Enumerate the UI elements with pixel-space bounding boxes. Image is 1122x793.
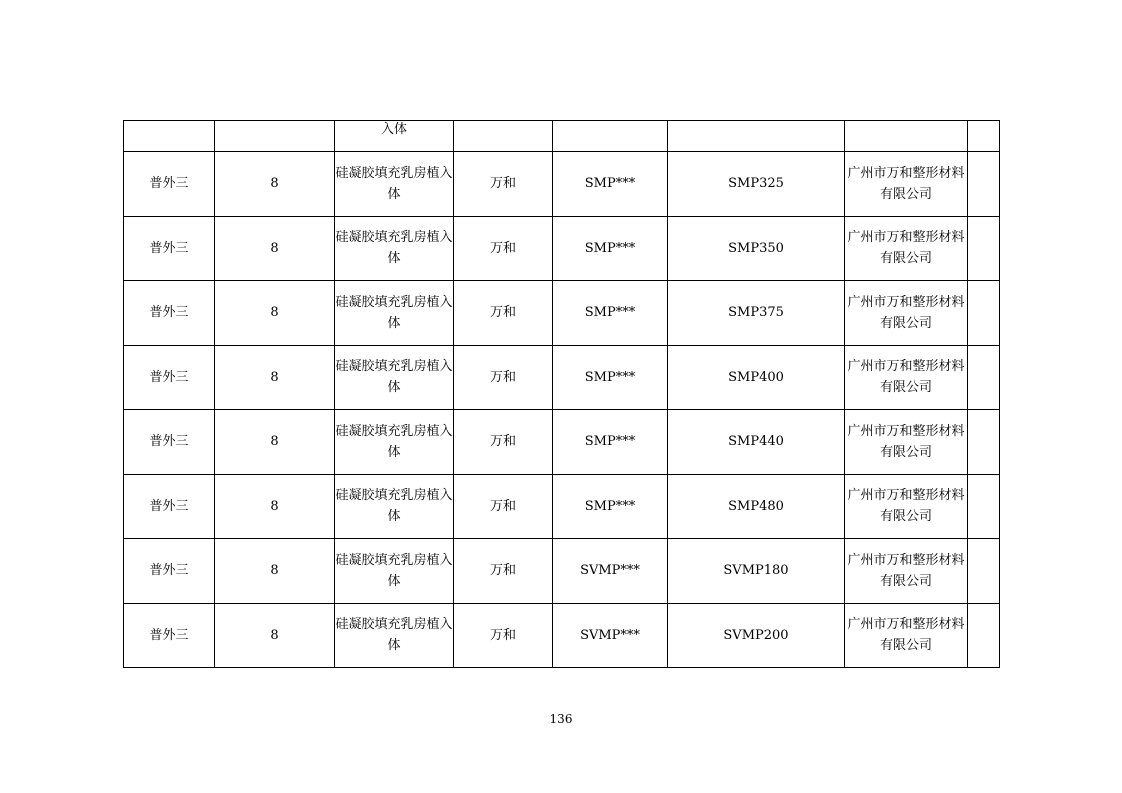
- brand-cell: 万和: [454, 281, 553, 346]
- model-cell: SVMP***: [553, 539, 668, 604]
- extra-cell: [968, 216, 1000, 281]
- table-row: [124, 410, 1000, 475]
- spec-cell: [668, 121, 845, 152]
- spec-cell: SMP480: [668, 474, 845, 539]
- product-name-cell: 硅凝胶填充乳房植入体: [335, 474, 454, 539]
- extra-cell: [968, 539, 1000, 604]
- product-name-cell: 硅凝胶填充乳房植入体: [335, 281, 454, 346]
- model-cell: [553, 121, 668, 152]
- product-name-cell: 硅凝胶填充乳房植入体: [335, 539, 454, 604]
- brand-cell: 万和: [454, 539, 553, 604]
- extra-cell: [968, 603, 1000, 668]
- brand-cell: 万和: [454, 152, 553, 217]
- product-name-cell: 硅凝胶填充乳房植入体: [335, 410, 454, 475]
- dept-cell: 普外三: [124, 539, 215, 604]
- spec-cell: SMP350: [668, 216, 845, 281]
- brand-cell: 万和: [454, 216, 553, 281]
- manufacturer-cell: 广州市万和整形材料有限公司: [845, 410, 968, 475]
- dept-cell: 普外三: [124, 152, 215, 217]
- model-cell: SMP***: [553, 281, 668, 346]
- product-name-cell: 硅凝胶填充乳房植入体: [335, 216, 454, 281]
- dept-cell: 普外三: [124, 281, 215, 346]
- dept-cell: 普外三: [124, 410, 215, 475]
- extra-cell: [968, 121, 1000, 152]
- spec-cell: SVMP180: [668, 539, 845, 604]
- manufacturer-cell: 广州市万和整形材料有限公司: [845, 603, 968, 668]
- quantity-cell: 8: [215, 474, 335, 539]
- manufacturer-cell: [845, 121, 968, 152]
- dept-cell: [124, 121, 215, 152]
- table-row: [124, 216, 1000, 281]
- product-name-cell: 硅凝胶填充乳房植入体: [335, 152, 454, 217]
- table-row: [124, 474, 1000, 539]
- product-name-cell: 硅凝胶填充乳房植入体: [335, 345, 454, 410]
- quantity-cell: 8: [215, 216, 335, 281]
- spec-cell: SMP440: [668, 410, 845, 475]
- brand-cell: 万和: [454, 474, 553, 539]
- quantity-cell: 8: [215, 345, 335, 410]
- manufacturer-cell: 广州市万和整形材料有限公司: [845, 345, 968, 410]
- extra-cell: [968, 281, 1000, 346]
- table-row: [124, 345, 1000, 410]
- model-cell: SMP***: [553, 474, 668, 539]
- manufacturer-cell: 广州市万和整形材料有限公司: [845, 539, 968, 604]
- spec-cell: SMP400: [668, 345, 845, 410]
- model-cell: SMP***: [553, 152, 668, 217]
- brand-cell: 万和: [454, 345, 553, 410]
- spec-cell: SMP325: [668, 152, 845, 217]
- extra-cell: [968, 410, 1000, 475]
- spec-cell: SVMP200: [668, 603, 845, 668]
- table-row: [124, 539, 1000, 604]
- model-cell: SMP***: [553, 410, 668, 475]
- model-cell: SMP***: [553, 345, 668, 410]
- brand-cell: [454, 121, 553, 152]
- product-name-cell: 入体: [335, 121, 454, 152]
- extra-cell: [968, 152, 1000, 217]
- manufacturer-cell: 广州市万和整形材料有限公司: [845, 216, 968, 281]
- quantity-cell: 8: [215, 281, 335, 346]
- spec-cell: SMP375: [668, 281, 845, 346]
- dept-cell: 普外三: [124, 603, 215, 668]
- extra-cell: [968, 474, 1000, 539]
- dept-cell: 普外三: [124, 345, 215, 410]
- extra-cell: [968, 345, 1000, 410]
- quantity-cell: 8: [215, 539, 335, 604]
- table-row: [124, 152, 1000, 217]
- table-row: [124, 281, 1000, 346]
- table-row: [124, 603, 1000, 668]
- brand-cell: 万和: [454, 603, 553, 668]
- manufacturer-cell: 广州市万和整形材料有限公司: [845, 474, 968, 539]
- model-cell: SMP***: [553, 216, 668, 281]
- model-cell: SVMP***: [553, 603, 668, 668]
- table-body: [124, 121, 1000, 668]
- manufacturer-cell: 广州市万和整形材料有限公司: [845, 281, 968, 346]
- quantity-cell: 8: [215, 410, 335, 475]
- dept-cell: 普外三: [124, 474, 215, 539]
- table-row-continuation: [124, 121, 1000, 152]
- manufacturer-cell: 广州市万和整形材料有限公司: [845, 152, 968, 217]
- quantity-cell: 8: [215, 603, 335, 668]
- quantity-cell: [215, 121, 335, 152]
- brand-cell: 万和: [454, 410, 553, 475]
- dept-cell: 普外三: [124, 216, 215, 281]
- product-name-cell: 硅凝胶填充乳房植入体: [335, 603, 454, 668]
- page-number: 136: [549, 712, 573, 726]
- product-table: [123, 120, 1000, 668]
- quantity-cell: 8: [215, 152, 335, 217]
